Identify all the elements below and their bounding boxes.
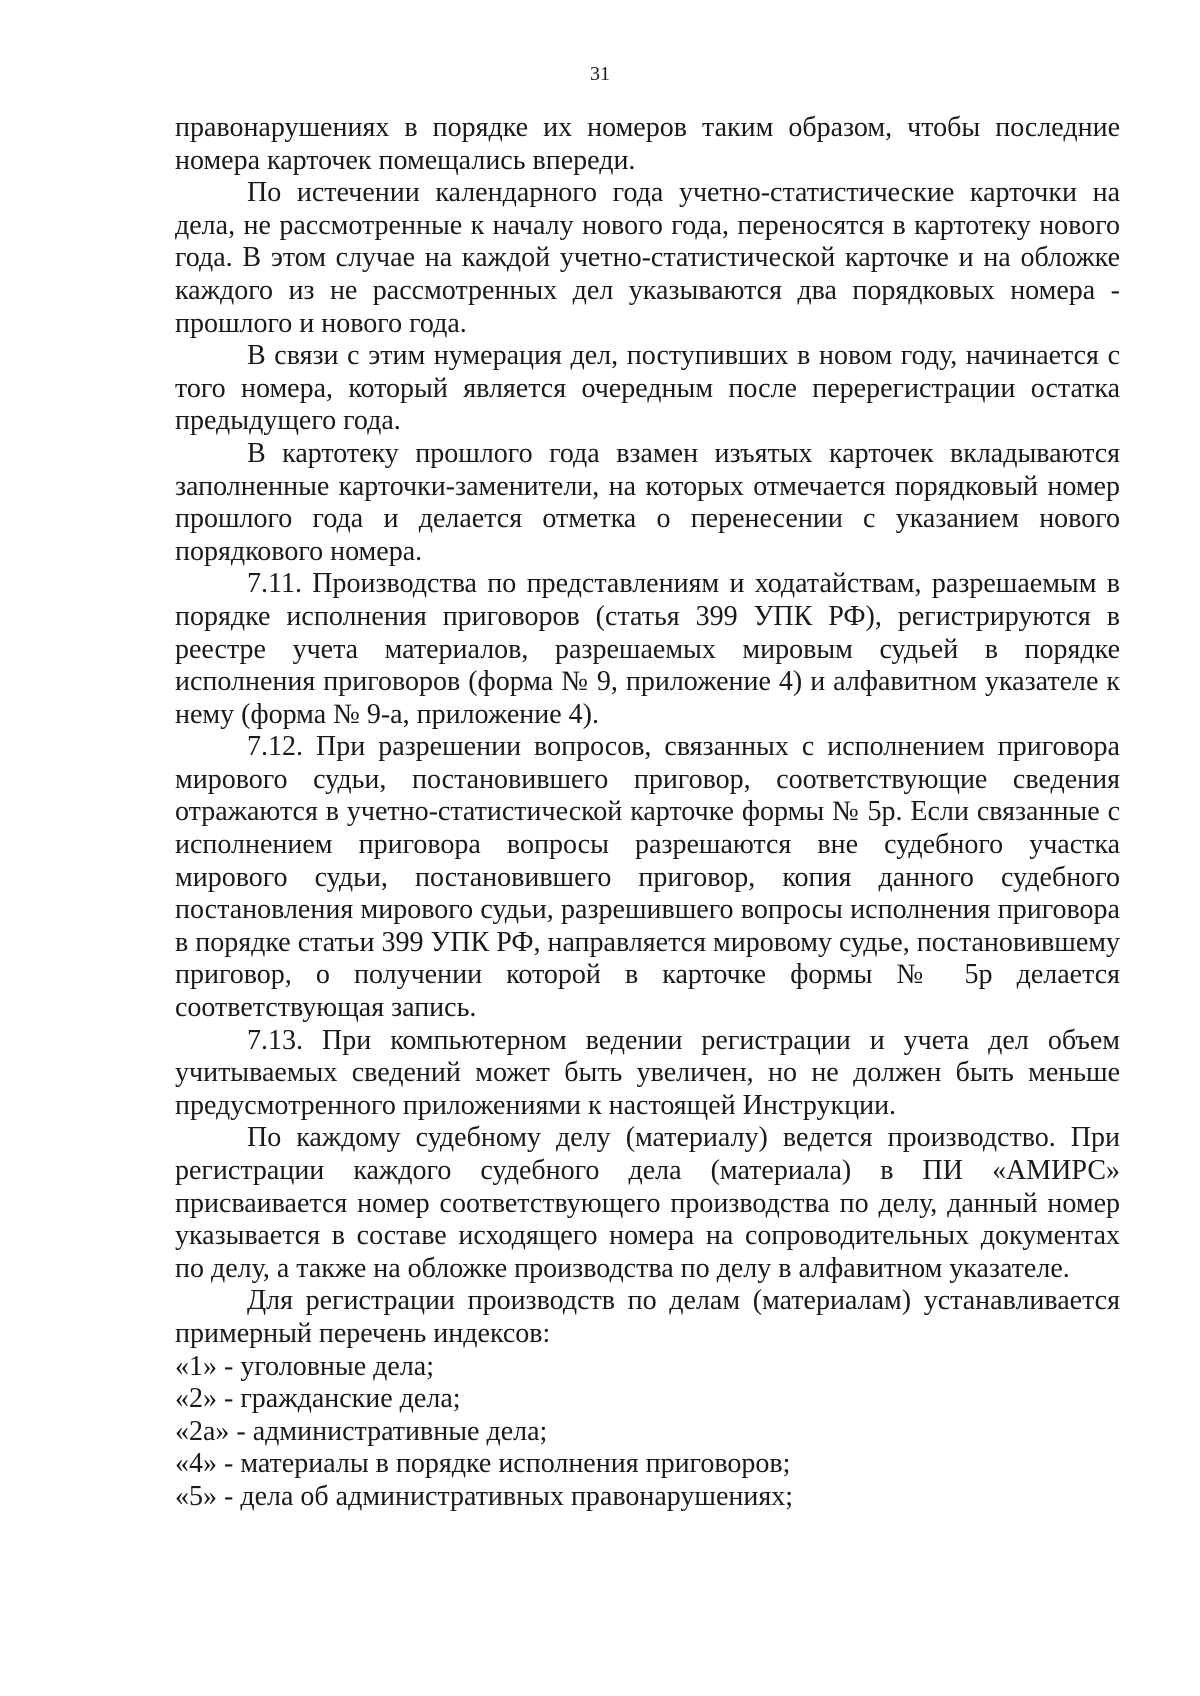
paragraph-7-13: 7.13. При компьютерном ведении регистрации и учета дел объем учитываемых сведений может быть увеличен, но не должен быть меньше предусмотренного приложениями к настоящей Инструкции. bbox=[175, 1024, 1120, 1121]
list-item: «2» - гражданские дела; bbox=[175, 1383, 461, 1415]
page-number: 31 bbox=[590, 63, 610, 85]
paragraph-replacement-cards: В картотеку прошлого года взамен изъятых карточек вкладываются заполненные карточки-заменители, на которых отмечается порядковый номер прошлого года и делается отметка о перенесении с указанием нового порядкового номера. bbox=[175, 437, 1120, 567]
list-item: «2а» - административные дела; bbox=[175, 1415, 548, 1447]
paragraph-numbering: В связи с этим нумерация дел, поступивших в новом году, начинается с того номера, который является очередным после перерегистрации остатка предыдущего года. bbox=[175, 340, 1120, 437]
list-item: «5» - дела об административных правонарушениях; bbox=[175, 1480, 794, 1512]
paragraph-year-transfer: По истечении календарного года учетно-статистические карточки на дела, не рассмотренные к началу нового года, переносятся в картотеку нового года. В этом случае на каждой учетно-статистической карточке и на обложке каждого из не рассмотренных дел указываются два порядковых номера - прошлого и нового года. bbox=[175, 177, 1120, 339]
paragraph-7-11: 7.11. Производства по представлениям и ходатайствам, разрешаемым в порядке исполнения приговоров (статья 399 УПК РФ), регистрируются в реестре учета материалов, разрешаемых мировым судьей в порядке исполнения приговоров (форма № 9, приложение 4) и алфавитном указателе к нему (форма № 9-а, приложение 4). bbox=[175, 568, 1120, 730]
index-list bbox=[175, 1351, 1120, 1514]
list-item: «1» - уголовные дела; bbox=[175, 1350, 435, 1382]
paragraph-amirs-registration: По каждому судебному делу (материалу) ведется производство. При регистрации каждого судебного дела (материала) в ПИ «АМИРС» присваивается номер соответствующего производства по делу, данный номер указывается в составе исходящего номера на сопроводительных документах по делу, а также на обложке производства по делу в алфавитном указателе. bbox=[175, 1122, 1120, 1284]
page-body bbox=[175, 112, 1120, 1514]
list-item: «4» - материалы в порядке исполнения приговоров; bbox=[175, 1448, 791, 1480]
paragraph-continuation: правонарушениях в порядке их номеров таким образом, чтобы последние номера карточек помещались впереди. bbox=[175, 112, 1120, 176]
paragraph-index-intro: Для регистрации производств по делам (материалам) устанавливается примерный перечень индексов: bbox=[175, 1285, 1120, 1349]
paragraph-7-12: 7.12. При разрешении вопросов, связанных с исполнением приговора мирового судьи, постановившего приговор, соответствующие сведения отражаются в учетно-статистической карточке формы № 5р. Если связанные с исполнением приговора вопросы разрешаются вне судебного участка мирового судьи, постановившего приговор, копия данного судебного постановления мирового судьи, разрешившего вопросы исполнения приговора в порядке статьи 399 УПК РФ, направляется мировому судье, постановившему приговор, о получении которой в карточке формы № 5р делается соответствующая запись. bbox=[175, 731, 1120, 1024]
